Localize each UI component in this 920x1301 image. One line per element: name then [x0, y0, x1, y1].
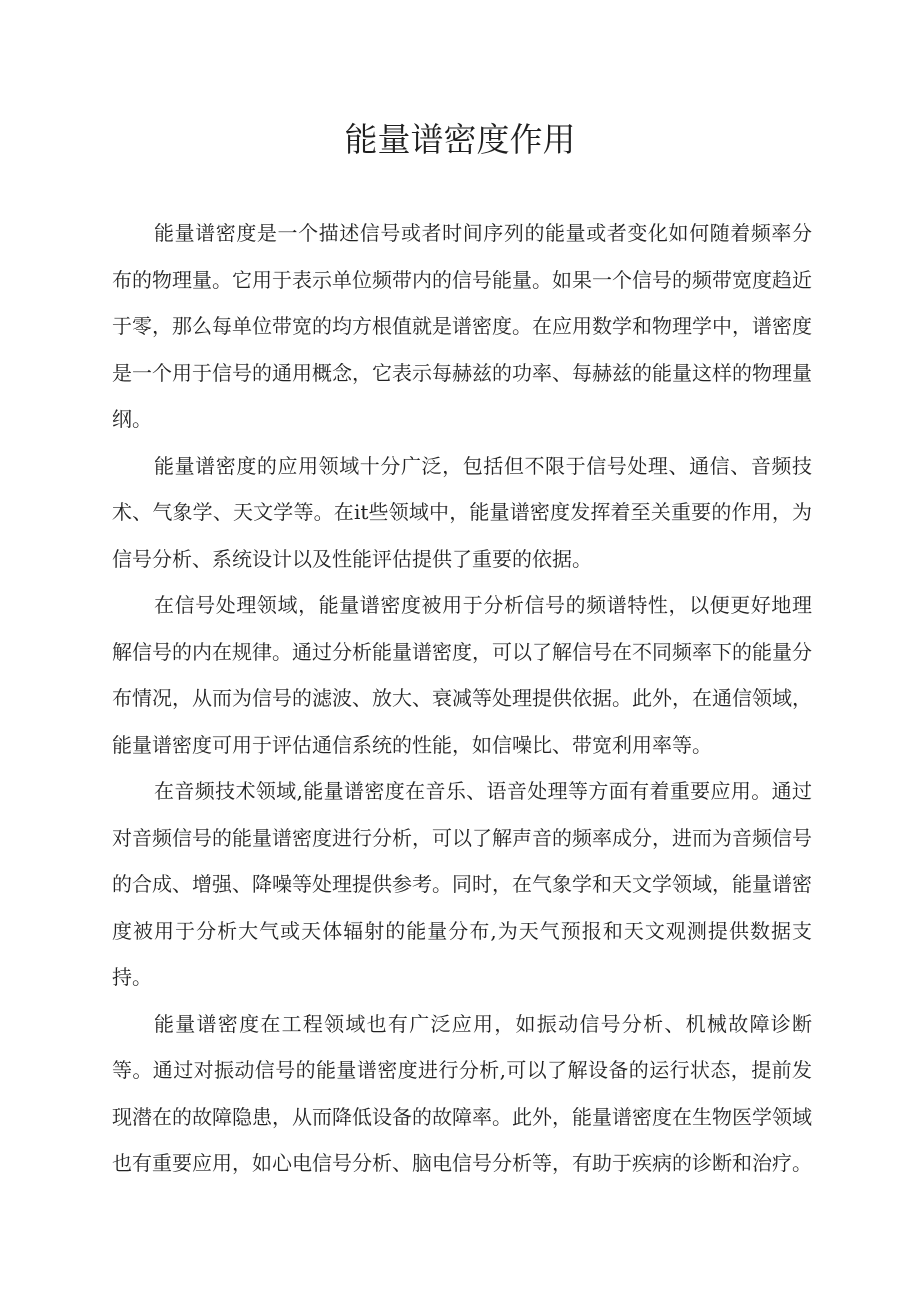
document-body [112, 210, 812, 1187]
paragraph-applications: 能量谱密度的应用领域十分广泛，包括但不限于信号处理、通信、音频技术、气象学、天文学等。在it些领域中，能量谱密度发挥着至关重要的作用，为信号分析、系统设计以及性能评估提供了重要的依据。 [112, 453, 812, 571]
paragraph-audio-weather: 在音频技术领域,能量谱密度在音乐、语音处理等方面有着重要应用。通过对音频信号的能量谱密度进行分析，可以了解声音的频率成分，进而为音频信号的合成、增强、降噪等处理提供参考。同时，在气象学和天文学领域，能量谱密度被用于分析大气或天体辐射的能量分布,为天气预报和天文观测提供数据支持。 [112, 779, 812, 989]
paragraph-signal-processing: 在信号处理领域，能量谱密度被用于分析信号的频谱特性，以便更好地理解信号的内在规律。通过分析能量谱密度，可以了解信号在不同频率下的能量分布情况，从而为信号的滤波、放大、衰减等处理提供依据。此外，在通信领域，能量谱密度可用于评估通信系统的性能，如信噪比、带宽利用率等。 [112, 593, 812, 757]
paragraph-engineering-biomedical: 能量谱密度在工程领域也有广泛应用，如振动信号分析、机械故障诊断等。通过对振动信号的能量谱密度进行分析,可以了解设备的运行状态，提前发现潜在的故障隐患，从而降低设备的故障率。此外，能量谱密度在生物医学领域也有重要应用，如心电信号分析、脑电信号分析等，有助于疾病的诊断和治疗。 [112, 1011, 812, 1175]
paragraph-definition: 能量谱密度是一个描述信号或者时间序列的能量或者变化如何随着频率分布的物理量。它用于表示单位频带内的信号能量。如果一个信号的频带宽度趋近于零，那么每单位带宽的均方根值就是谱密度。在应用数学和物理学中，谱密度是一个用于信号的通用概念，它表示每赫兹的功率、每赫兹的能量这样的物理量纲。 [112, 221, 812, 431]
document-title: 能量谱密度作用 [344, 120, 576, 159]
